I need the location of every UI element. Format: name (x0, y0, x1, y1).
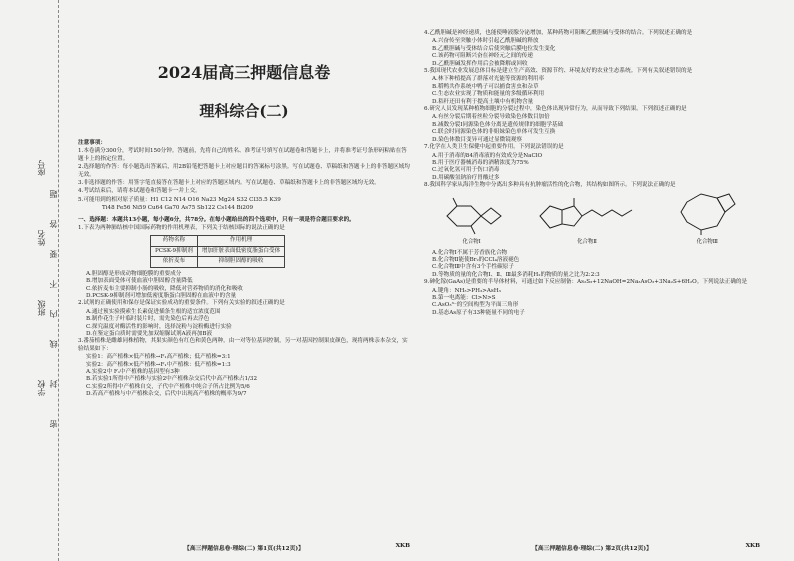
table-header-cell: 药物名称 (151, 236, 198, 246)
option: B.用于医疗器械消毒的酒精浓度为75% (432, 159, 529, 166)
option: D.染色体数目变异可通过显微镜观察 (432, 136, 522, 143)
option: C.依折麦布主要抑制小肠的吸收，降低对营养物质的消化和吸收 (86, 285, 243, 292)
footer-label: 【高三押题信息卷·理综(二) (532, 546, 604, 552)
seal-bu: 不 (49, 280, 58, 288)
question-2-stem: 2.试剂的正确使用和保存是保证实验成功的重要条件。下列有关实验的叙述正确的是 (78, 300, 285, 307)
table-header-cell: 作用机理 (197, 236, 284, 246)
footer-center (424, 543, 760, 552)
option: B.制作花生子叶临时装片时，需先染色后再去浮色 (86, 316, 210, 323)
option: B.乙酰胆碱与受体结合后使突触后膜电位发生变化 (432, 45, 556, 52)
notes-block (78, 140, 410, 213)
seal-mi: 密 (49, 420, 58, 428)
exam-title: 2024届高三押题信息卷 (157, 63, 331, 82)
footer-page: 第1页(共12页)】 (257, 546, 304, 552)
school-label: 学校 (37, 380, 46, 396)
seal-ti: 题 (49, 190, 58, 198)
molecule-2-drawing (532, 196, 642, 236)
molecule-3 (667, 188, 747, 247)
option: A.用于消毒的84消毒液的有效成分是NaClO (432, 152, 543, 159)
binding-margin (0, 0, 59, 561)
left-page (78, 30, 410, 542)
note-item: 3.非选择题的作答：用签字笔直接答在答题卡上对应的答题区域内。写在试题卷、草稿纸和答题卡上的非答题区域均无效。 (78, 180, 380, 187)
structure-figure (424, 193, 760, 247)
option: A.实验2中 F₁中产植株的基因型有3种 (86, 368, 180, 375)
option: B.若实验1所得中产植株与实验2中产植株杂交后代中高产植株占1/32 (86, 376, 258, 383)
note-item: 1.本卷满分300分，考试时间150分钟。答题前，先将自己的姓名、准考证号填写在试题卷和答题卡上，并将准考证号条形码粘贴在答题卡上的指定位置。 (78, 148, 407, 162)
option: A.通过预实验摸索生长素促进插条生根的适宜浓度范围 (86, 308, 221, 315)
note-item: Ti48 Fe56 Ni59 Cu64 Ga70 As75 Sb122 Cs144 Bi209 (102, 205, 254, 212)
option: A.化合物Ⅰ不属于芳香族化合物 (432, 249, 508, 256)
note-item: 5.可能用到的相对原子质量：H1 C12 N14 O16 Na23 Mg24 S32 Cl35.5 K39 (78, 196, 281, 203)
seal-xian: 线 (49, 340, 58, 348)
question-1-stem: 1.下表为两种肺结核中国国际药物的作用机理表，下列关于结核国际的说法正确的是 (78, 225, 285, 232)
option: B.减数分裂Ⅰ同源染色体分离是遗传规律的细胞学基础 (432, 121, 564, 128)
option: C.化合物Ⅲ中含有3个手性碳原子 (432, 264, 514, 271)
exam-subtitle: 理科综合(二) (199, 102, 289, 120)
option: A.有丝分裂后期着丝粒分裂导致染色体数目加倍 (432, 114, 550, 121)
question-7-stem: 7.化学在人类卫生保健中起重要作用。下列说法错误的是 (424, 144, 564, 151)
seal-nei: 内 (49, 310, 58, 318)
footer-code: XKB (395, 543, 410, 549)
note-item: 2.选择题的作答：每小题选出答案后，用2B铅笔把答题卡上对应题目的答案标号涂黑。写在试题卷、草稿纸和答题卡上的非答题区域均无效。 (78, 164, 410, 178)
option: D.用碳酸氢钠治疗胃酸过多 (432, 174, 500, 181)
question-5-stem: 5.我国现代农业发展总体目标是建立生产高效、资源节约、环境友好的农业生态系统。下列有关叙述错误的是 (424, 68, 693, 75)
option: D.基态As原子有33种能量不同的电子 (432, 309, 525, 316)
molecule-1-label: 化合物Ⅰ (462, 239, 481, 246)
option: C.联会时同源染色体的非姐妹染色单体可发生互换 (432, 129, 556, 136)
table-cell: 依折麦布 (151, 257, 198, 267)
molecule-1-drawing (437, 196, 507, 236)
option: A.林下种植提高了群落对光能等资源的利用率 (432, 76, 545, 83)
option: C.生态农业实现了物质和能量的多级循环利用 (432, 91, 545, 98)
option: 实验2：高产植株×低产植株→F₁中产植株：低产植株=1:3 (86, 361, 231, 368)
note-item: 4.考试结束后，请将本试题卷和答题卡一并上交。 (78, 188, 201, 195)
option: D.乙酰胆碱发挥作用后会被降解或回收 (432, 60, 528, 67)
molecule-2-label: 化合物Ⅱ (577, 239, 597, 246)
seal-da: 答 (49, 220, 58, 228)
table-cell: 增加肝脏表面低密度脂蛋白受体 (197, 246, 284, 256)
seat-label: 座号 (37, 160, 46, 176)
footer-label: 【高三押题信息卷·理综(二) (184, 546, 256, 552)
molecule-3-label: 化合物Ⅲ (696, 239, 718, 246)
notes-heading: 注意事项： (78, 140, 106, 146)
option: B.化合物Ⅱ能使Br₂的CCl₄溶液褪色 (432, 256, 520, 263)
option: B.增加表面受体可使血液中胆固醇含量降低 (86, 278, 193, 285)
question-3-stem: 3.番茄植株是雌雄同株植物，其果实颜色有红色和黄色两种，由一对等位基因控制，另一对基因控制果皮颜色，现将两株亲本杂交，实验结果如下： (78, 338, 408, 352)
option: D.秸秆还田有利于提高土壤中有机物含量 (432, 98, 534, 105)
option: C.探究温度对酶活性的影响时，选择淀粉与淀粉酶进行实验 (86, 323, 232, 330)
footer-page: 第2页(共12页)】 (605, 546, 652, 552)
option: C.该药物可阻断兴奋在神经元之间的传递 (432, 53, 533, 60)
option: D.在鉴定蛋白质时需要先加双缩脲试剂A液再加B液 (86, 330, 213, 337)
class-label: 班级 (37, 300, 46, 316)
option: D.等物质的量的化合物Ⅰ、Ⅱ、Ⅲ最多消耗H₂的物质的量之比为2:2:3 (432, 271, 600, 278)
seal-yao: 要 (49, 250, 58, 258)
footer-code: XKB (745, 543, 760, 549)
molecule-3-drawing (667, 188, 747, 236)
name-label: 姓名 (37, 230, 46, 246)
footer-center (78, 543, 410, 552)
question-4-stem: 4.乙酰胆碱是神经递质，也能使唾液腺分泌增加，某种药物可阻断乙酰胆碱与受体的结合。下列叙述正确的是 (424, 30, 693, 36)
table-cell: 抑制胆固醇的吸收 (197, 257, 284, 267)
option: B.稻鸭共作系统中鸭子可以捕食害虫和杂草 (432, 83, 539, 90)
table-cell: PCSK-9抑制剂 (151, 246, 198, 256)
option: C.AsO₃³⁻的空间构型为平面三角形 (432, 302, 519, 309)
option: C.实验2所得中产植株自交，子代中产植株中纯合子所占比例为5/6 (86, 383, 250, 390)
section-heading: 一、选择题：本题共13小题，每小题6分，共78分。在每小题给出的四个选项中，只有一项是符合题目要求的。 (78, 216, 355, 223)
option: D.若高产植株与中产植株杂交，后代中出现高产植株的概率为9/7 (86, 391, 247, 398)
seal-feng: 封 (49, 380, 58, 388)
question-6-stem: 6.研究人员发现某种植物细胞的分裂过程中，染色体出现异常行为，从而导致下列结果。下列叙述正确的是 (424, 106, 687, 113)
option: A.键角：NH₃>PH₃>AsH₃ (432, 287, 501, 294)
option: D.PCSK-9抑制剂可增加低密度脂蛋白胆固醇在血液中的含量 (86, 292, 237, 299)
molecule-1 (437, 196, 507, 247)
option: 实验1：高产植株×低产植株→F₁高产植株；低产植株=3:1 (86, 354, 231, 361)
option: A.胆固醇是形成动物细胞膜的重要成分 (86, 270, 182, 277)
option: A.兴奋传至突触小体时引起乙酰胆碱的释放 (432, 38, 539, 45)
option: B.第一电离能：Cl>N>S (432, 294, 496, 301)
right-page (424, 30, 760, 542)
drug-table (150, 235, 285, 267)
question-9-stem: 9.砷化镓(GaAs)是重要的半导体材料，可通过如下反应制备：As₂S₃+12NaOH=2Na₃AsO₃+3Na₂S+6H₂O。下列说法正确的是 (424, 279, 748, 286)
option: C.过氧化氢可用于伤口消毒 (432, 167, 500, 174)
molecule-2 (532, 196, 642, 247)
question-8-stem: 8.我国科学家从海洋生物中分离出多种具有抗肿瘤活性的化合物，其结构如图所示。下列说法正确的是 (424, 182, 676, 189)
